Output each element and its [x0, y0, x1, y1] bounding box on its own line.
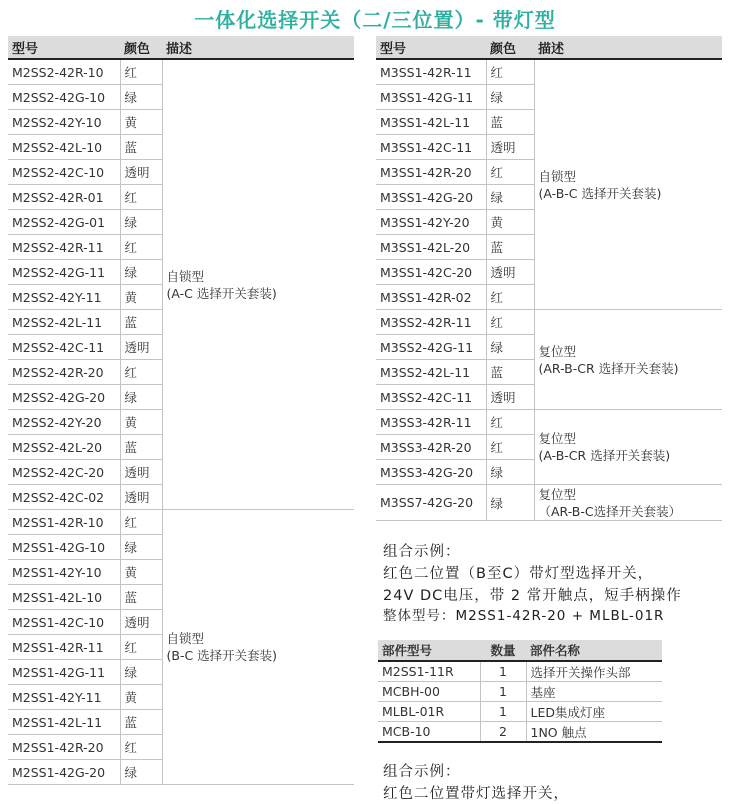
table-row: [378, 722, 662, 743]
model-number: M2SS2-42G-01: [8, 210, 120, 235]
model-number: M3SS7-42G-20: [376, 485, 486, 521]
color-label: 红: [486, 435, 534, 460]
description: [162, 510, 354, 785]
color-label: 绿: [120, 535, 162, 560]
header-color: 颜色: [486, 36, 534, 59]
model-number: M2SS1-42G-20: [8, 760, 120, 785]
color-label: 绿: [486, 85, 534, 110]
part-name: 1NO 触点: [526, 722, 662, 743]
model-number: M3SS1-42G-11: [376, 85, 486, 110]
table-row: [8, 59, 354, 85]
parts-table: [378, 640, 662, 743]
model-number: M2SS1-42G-10: [8, 535, 120, 560]
table-row: [376, 310, 722, 335]
color-label: 蓝: [120, 435, 162, 460]
part-qty: 2: [480, 722, 526, 743]
color-label: 透明: [486, 385, 534, 410]
table-row: [376, 59, 722, 85]
color-label: 红: [120, 360, 162, 385]
model-number: M3SS1-42R-20: [376, 160, 486, 185]
header-model: 型号: [8, 36, 120, 59]
color-label: 蓝: [120, 710, 162, 735]
color-label: 红: [486, 285, 534, 310]
model-number: M3SS1-42R-11: [376, 59, 486, 85]
model-number: M2SS1-42L-11: [8, 710, 120, 735]
color-label: 红: [486, 410, 534, 435]
color-label: 红: [120, 635, 162, 660]
description-type: 自锁型: [538, 168, 577, 184]
part-name: 基座: [526, 682, 662, 702]
color-label: 红: [120, 235, 162, 260]
color-label: 红: [486, 160, 534, 185]
color-label: 蓝: [120, 135, 162, 160]
model-number: M2SS1-42Y-11: [8, 685, 120, 710]
color-label: 蓝: [120, 585, 162, 610]
model-number: M3SS1-42L-20: [376, 235, 486, 260]
color-label: 红: [486, 59, 534, 85]
color-label: 黄: [120, 285, 162, 310]
description: [534, 485, 722, 521]
model-number: M2SS2-42G-11: [8, 260, 120, 285]
table-row: [8, 510, 354, 535]
color-label: 绿: [120, 760, 162, 785]
left-model-table: [8, 36, 354, 785]
color-label: 黄: [120, 410, 162, 435]
color-label: 红: [486, 310, 534, 335]
model-number: M2SS2-42R-10: [8, 59, 120, 85]
model-number: M2SS2-42C-20: [8, 460, 120, 485]
model-number: M3SS1-42Y-20: [376, 210, 486, 235]
header-part-name: 部件名称: [526, 640, 662, 661]
color-label: 红: [120, 510, 162, 535]
model-number: M2SS2-42G-20: [8, 385, 120, 410]
model-number: M2SS2-42C-11: [8, 335, 120, 360]
model-number: M3SS1-42C-11: [376, 135, 486, 160]
header-qty: 数量: [480, 640, 526, 661]
combination-example-2: [383, 762, 569, 804]
color-label: 黄: [120, 685, 162, 710]
model-number: M2SS2-42Y-20: [8, 410, 120, 435]
header-model: 型号: [376, 36, 486, 59]
page-title: 一体化选择开关（二/三位置）- 带灯型: [194, 8, 556, 32]
model-number: M3SS3-42R-20: [376, 435, 486, 460]
example-full-model: 整体型号：M2SS1-42R-20 + MLBL-01R: [383, 608, 665, 624]
example-heading: 组合示例：: [383, 764, 461, 780]
part-number: MLBL-01R: [378, 702, 480, 722]
color-label: 黄: [120, 560, 162, 585]
color-label: 蓝: [120, 310, 162, 335]
color-label: 蓝: [486, 235, 534, 260]
color-label: 红: [120, 59, 162, 85]
model-number: M2SS2-42R-01: [8, 185, 120, 210]
color-label: 红: [120, 735, 162, 760]
color-label: 绿: [120, 210, 162, 235]
model-number: M2SS1-42R-11: [8, 635, 120, 660]
color-label: 绿: [120, 385, 162, 410]
table-row: [376, 485, 722, 521]
model-number: M3SS3-42G-20: [376, 460, 486, 485]
color-label: 透明: [120, 485, 162, 510]
model-number: M3SS1-42C-20: [376, 260, 486, 285]
part-name: LED集成灯座: [526, 702, 662, 722]
color-label: 蓝: [486, 110, 534, 135]
model-number: M3SS3-42R-11: [376, 410, 486, 435]
color-label: 绿: [486, 185, 534, 210]
table-row: [378, 661, 662, 682]
example-line: 24V DC电压，带 2 常开触点，短手柄操作: [383, 588, 682, 604]
description-type: 自锁型: [166, 268, 205, 284]
model-number: M2SS2-42Y-10: [8, 110, 120, 135]
part-qty: 1: [480, 661, 526, 682]
model-number: M3SS2-42G-11: [376, 335, 486, 360]
model-number: M2SS1-42L-10: [8, 585, 120, 610]
example-line: 红色二位置（B至C）带灯型选择开关，: [383, 566, 654, 582]
model-number: M2SS2-42Y-11: [8, 285, 120, 310]
description-set: (AR-B-CR 选择开关套装): [538, 360, 679, 376]
color-label: 绿: [486, 335, 534, 360]
description: [162, 59, 354, 510]
color-label: 绿: [120, 260, 162, 285]
description-type: 复位型: [538, 431, 577, 446]
model-number: M3SS1-42G-20: [376, 185, 486, 210]
description: [534, 310, 722, 410]
color-label: 透明: [120, 610, 162, 635]
color-label: 绿: [120, 660, 162, 685]
description-set: (A-C 选择开关套装): [166, 285, 277, 301]
description-set: （AR-B-C选择开关套装）: [538, 503, 682, 519]
model-number: M3SS1-42R-02: [376, 285, 486, 310]
model-number: M2SS1-42Y-10: [8, 560, 120, 585]
model-number: M2SS2-42L-11: [8, 310, 120, 335]
color-label: 黄: [120, 110, 162, 135]
description-type: 复位型: [538, 343, 577, 359]
part-qty: 1: [480, 702, 526, 722]
part-name: 选择开关操作头部: [526, 661, 662, 682]
part-number: MCBH-00: [378, 682, 480, 702]
description: [534, 59, 722, 310]
model-number: M2SS2-42G-10: [8, 85, 120, 110]
description-set: (A-B-C 选择开关套装): [538, 185, 662, 201]
model-number: M2SS2-42R-11: [8, 235, 120, 260]
model-number: M2SS2-42C-02: [8, 485, 120, 510]
model-number: M2SS1-42G-11: [8, 660, 120, 685]
color-label: 红: [120, 185, 162, 210]
model-number: M2SS2-42L-10: [8, 135, 120, 160]
part-qty: 1: [480, 682, 526, 702]
model-number: M3SS2-42R-11: [376, 310, 486, 335]
color-label: 透明: [486, 260, 534, 285]
color-label: 透明: [120, 160, 162, 185]
color-label: 黄: [486, 210, 534, 235]
description-set: (B-C 选择开关套装): [166, 648, 278, 663]
description-type: 复位型: [538, 486, 577, 502]
model-number: M2SS1-42R-20: [8, 735, 120, 760]
color-label: 绿: [486, 460, 534, 485]
description: [534, 410, 722, 485]
example-heading: 组合示例：: [383, 544, 461, 560]
model-number: M2SS2-42R-20: [8, 360, 120, 385]
header-part: 部件型号: [378, 640, 480, 661]
right-model-table: [376, 36, 722, 521]
description-type: 自锁型: [166, 631, 205, 646]
color-label: 透明: [120, 460, 162, 485]
description-set: (A-B-CR 选择开关套装): [538, 448, 671, 463]
color-label: 绿: [120, 85, 162, 110]
part-number: MCB-10: [378, 722, 480, 743]
model-number: M3SS2-42L-11: [376, 360, 486, 385]
header-color: 颜色: [120, 36, 162, 59]
model-number: M2SS1-42R-10: [8, 510, 120, 535]
part-number: M2SS1-11R: [378, 661, 480, 682]
example-line: 红色二位置带灯选择开关，: [383, 786, 569, 802]
combination-example-1: [383, 542, 682, 626]
table-row: [378, 682, 662, 702]
color-label: 绿: [486, 485, 534, 521]
model-number: M3SS1-42L-11: [376, 110, 486, 135]
table-row: [376, 410, 722, 435]
model-number: M2SS1-42C-10: [8, 610, 120, 635]
model-number: M2SS2-42C-10: [8, 160, 120, 185]
header-desc: 描述: [162, 36, 354, 59]
color-label: 透明: [120, 335, 162, 360]
color-label: 蓝: [486, 360, 534, 385]
header-desc: 描述: [534, 36, 722, 59]
table-row: [378, 702, 662, 722]
color-label: 透明: [486, 135, 534, 160]
model-number: M2SS2-42L-20: [8, 435, 120, 460]
model-number: M3SS2-42C-11: [376, 385, 486, 410]
